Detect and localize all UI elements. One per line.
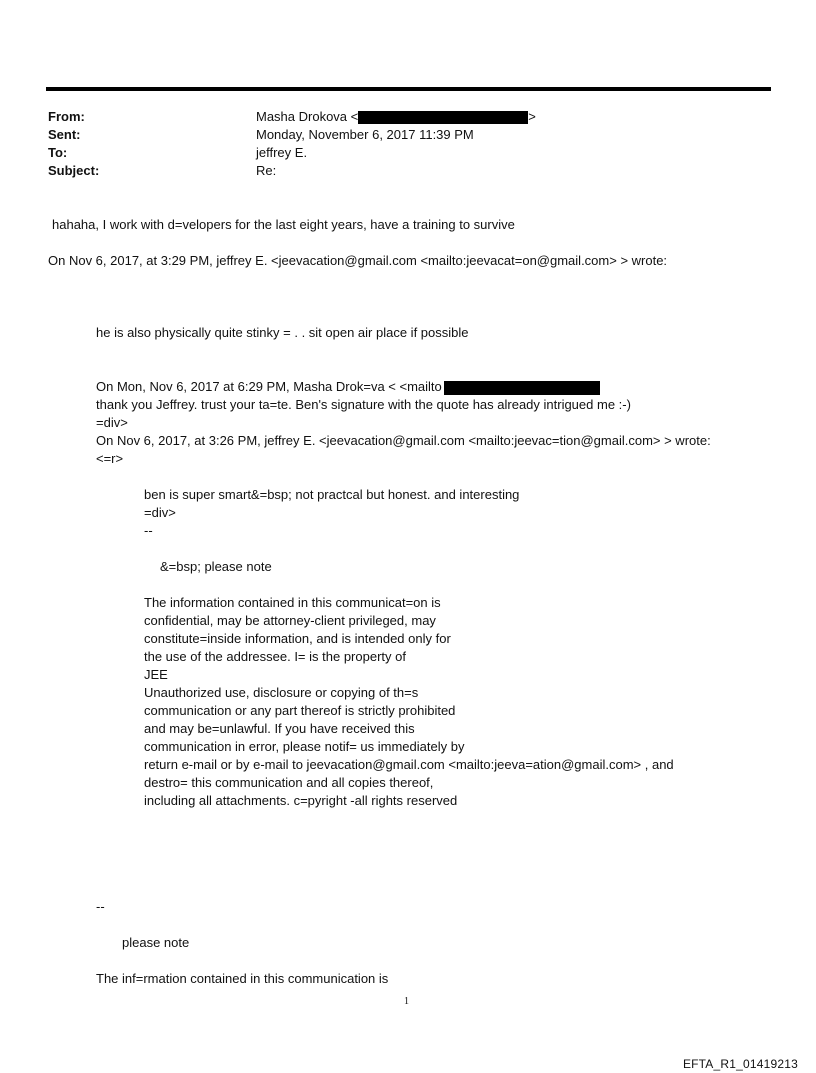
- disclaimer-line: and may be=unlawful. If you have received this: [144, 721, 415, 736]
- disclaimer-line: including all attachments. c=pyright -all rights reserved: [144, 793, 458, 808]
- quoted-stinky: he is also physically quite stinky = . . sit open air place if possible: [96, 325, 469, 340]
- disclaimer-line: JEE: [144, 667, 168, 682]
- quote-header-3: On Nov 6, 2017, at 3:26 PM, jeffrey E. <jeevacation@gmail.com <mailto:jeevac=tion@gmail.com> > wrote:: [96, 433, 711, 448]
- please-note-2: please note: [122, 935, 190, 950]
- final-disclaimer-line: The inf=rmation contained in this communication is: [96, 971, 389, 986]
- disclaimer-line: confidential, may be attorney-client privileged, may: [144, 613, 436, 628]
- to-value: jeffrey E.: [256, 145, 308, 160]
- to-label: To:: [48, 145, 68, 160]
- quote-header-1: On Nov 6, 2017, at 3:29 PM, jeffrey E. <jeevacation@gmail.com <mailto:jeevacat=on@gmail.com> > wrote:: [48, 253, 668, 268]
- quoted-br-tag: <=r>: [96, 451, 124, 466]
- disclaimer-line: communication in error, please notif= us immediately by: [144, 739, 465, 754]
- from-label: From:: [48, 109, 85, 124]
- subject-value: Re:: [256, 163, 277, 178]
- disclaimer-line: The information contained in this communicat=on is: [144, 595, 441, 610]
- quote-header-2-text: On Mon, Nov 6, 2017 at 6:29 PM, Masha Drok=va < <mailto: [96, 379, 442, 394]
- disclaimer-line: return e-mail or by e-mail to jeevacation@gmail.com <mailto:jeeva=ation@gmail.com> , and: [144, 757, 674, 772]
- signature-separator-2: --: [96, 899, 105, 914]
- disclaimer-line: Unauthorized use, disclosure or copying of th=s: [144, 685, 419, 700]
- quoted-ben: ben is super smart&=bsp; not practcal but honest. and interesting: [144, 487, 520, 502]
- page-number: 1: [404, 996, 409, 1007]
- disclaimer-line: constitute=inside information, and is intended only for: [144, 631, 451, 646]
- disclaimer-line: communication or any part thereof is strictly prohibited: [144, 703, 456, 718]
- subject-label: Subject:: [48, 163, 100, 178]
- disclaimer-line: the use of the addressee. I= is the property of: [144, 649, 406, 664]
- disclaimer-line: destro= this communication and all copies thereof,: [144, 775, 434, 790]
- redaction-bar: [358, 111, 528, 124]
- sent-label: Sent:: [48, 127, 81, 142]
- header-rule: [46, 87, 771, 91]
- quoted-thanks: thank you Jeffrey. trust your ta=te. Ben's signature with the quote has already intrigued me :-): [96, 397, 631, 412]
- please-note-1: &=bsp; please note: [160, 559, 272, 574]
- from-bracket: >: [528, 109, 536, 124]
- sent-value: Monday, November 6, 2017 11:39 PM: [256, 127, 474, 142]
- signature-separator: --: [144, 523, 153, 538]
- quote-header-2: [96, 378, 600, 395]
- document-id: EFTA_R1_01419213: [682, 1057, 798, 1071]
- disclaimer-block: [144, 594, 764, 810]
- from-value: [256, 108, 536, 126]
- reply-text: hahaha, I work with d=velopers for the last eight years, have a training to survive: [52, 217, 515, 232]
- email-header: [48, 108, 768, 180]
- from-name: Masha Drokova <: [256, 109, 359, 124]
- redaction-bar: [444, 381, 600, 395]
- quoted-div-tag: =div>: [96, 415, 128, 430]
- quoted-div-tag-2: =div>: [144, 505, 176, 520]
